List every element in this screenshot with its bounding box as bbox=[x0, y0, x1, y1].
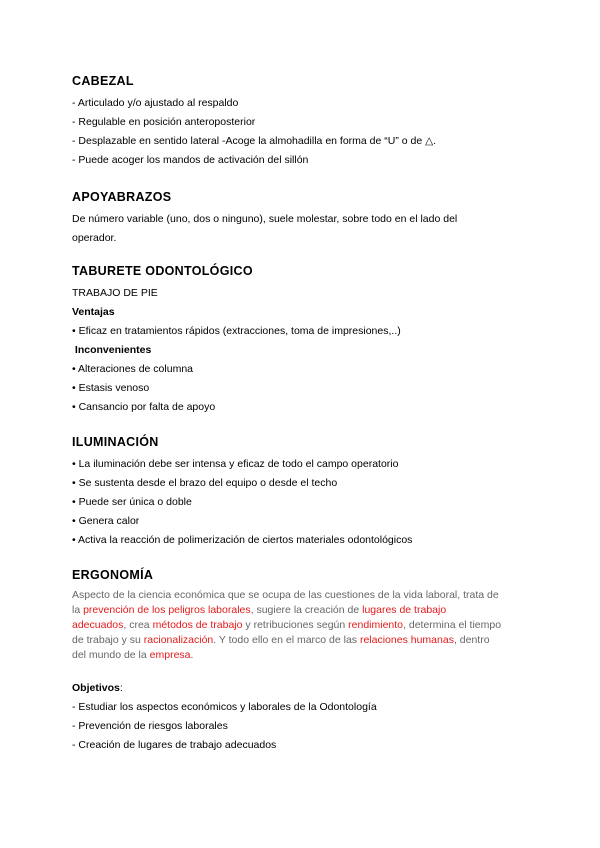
ergonomia-text: , dentro bbox=[453, 634, 490, 646]
iluminacion-item: • Puede ser única o doble bbox=[72, 496, 192, 508]
ergonomia-paragraph bbox=[72, 588, 532, 663]
ergonomia-text: Aspecto de la ciencia económica que se ocupa de las cuestiones de la vida laboral, trata de bbox=[72, 589, 499, 601]
ergonomia-text: y retribuciones según bbox=[242, 619, 349, 631]
ergonomia-text: . Y todo ello en el marco de las bbox=[213, 634, 360, 646]
iluminacion-item: • La iluminación debe ser intensa y eficaz de todo el campo operatorio bbox=[72, 458, 399, 470]
cabezal-item: - Regulable en posición anteroposterior bbox=[72, 116, 256, 128]
heading-ergonomia: ERGONOMÍA bbox=[72, 568, 154, 582]
objetivos-item: - Prevención de riesgos laborales bbox=[72, 720, 228, 732]
ergonomia-text: la bbox=[72, 604, 84, 616]
inconvenientes-label: Inconvenientes bbox=[72, 344, 152, 356]
heading-iluminacion: ILUMINACIÓN bbox=[72, 435, 159, 449]
inconvenientes-item: • Alteraciones de columna bbox=[72, 363, 193, 375]
highlight-term: adecuados bbox=[72, 619, 124, 631]
cabezal-item: - Desplazable en sentido lateral -Acoge la almohadilla en forma de “U” o de △. bbox=[72, 135, 437, 147]
document-page bbox=[72, 66, 532, 755]
iluminacion-item: • Activa la reacción de polimerización de ciertos materiales odontológicos bbox=[72, 534, 413, 546]
taburete-subtitle: TRABAJO DE PIE bbox=[72, 287, 158, 299]
ergonomia-text: del mundo de la bbox=[72, 649, 150, 661]
highlight-term: racionalización bbox=[143, 634, 214, 646]
heading-cabezal: CABEZAL bbox=[72, 74, 134, 88]
objetivos-heading bbox=[72, 679, 532, 698]
highlight-term: relaciones humanas bbox=[359, 634, 454, 646]
highlight-term: métodos de trabajo bbox=[152, 619, 243, 631]
ergonomia-text: , determina el tiempo bbox=[403, 619, 502, 631]
highlight-term: lugares de trabajo bbox=[362, 604, 447, 616]
section-ergonomia bbox=[72, 568, 532, 663]
ergonomia-text: . bbox=[190, 649, 194, 661]
section-apoyabrazos bbox=[72, 190, 532, 248]
objetivos-label: Objetivos bbox=[72, 682, 120, 694]
inconvenientes-item: • Estasis venoso bbox=[72, 382, 150, 394]
apoyabrazos-text: De número variable (uno, dos o ninguno), suele molestar, sobre todo en el lado del operador. bbox=[72, 213, 458, 244]
highlight-term: empresa bbox=[149, 649, 191, 661]
heading-apoyabrazos: APOYABRAZOS bbox=[72, 190, 172, 204]
ventajas-label: Ventajas bbox=[72, 306, 115, 318]
section-taburete bbox=[72, 264, 532, 417]
section-iluminacion bbox=[72, 435, 532, 550]
cabezal-item: - Puede acoger los mandos de activación del sillón bbox=[72, 154, 309, 166]
inconvenientes-item: • Cansancio por falta de apoyo bbox=[72, 401, 216, 413]
objetivos-colon: : bbox=[119, 682, 123, 694]
cabezal-item: - Articulado y/o ajustado al respaldo bbox=[72, 97, 239, 109]
ergonomia-text: , sugiere la creación de bbox=[250, 604, 363, 616]
section-cabezal bbox=[72, 74, 532, 170]
ergonomia-text: de trabajo y su bbox=[72, 634, 144, 646]
highlight-term: rendimiento bbox=[348, 619, 404, 631]
section-objetivos bbox=[72, 679, 532, 755]
iluminacion-item: • Genera calor bbox=[72, 515, 140, 527]
ventajas-item: • Eficaz en tratamientos rápidos (extracciones, toma de impresiones,..) bbox=[72, 325, 401, 337]
iluminacion-item: • Se sustenta desde el brazo del equipo o desde el techo bbox=[72, 477, 338, 489]
objetivos-item: - Estudiar los aspectos económicos y laborales de la Odontología bbox=[72, 701, 377, 713]
highlight-term: prevención de los peligros laborales bbox=[83, 604, 251, 616]
heading-taburete: TABURETE ODONTOLÓGICO bbox=[72, 264, 253, 278]
objetivos-item: - Creación de lugares de trabajo adecuados bbox=[72, 739, 277, 751]
ergonomia-text: , crea bbox=[123, 619, 153, 631]
